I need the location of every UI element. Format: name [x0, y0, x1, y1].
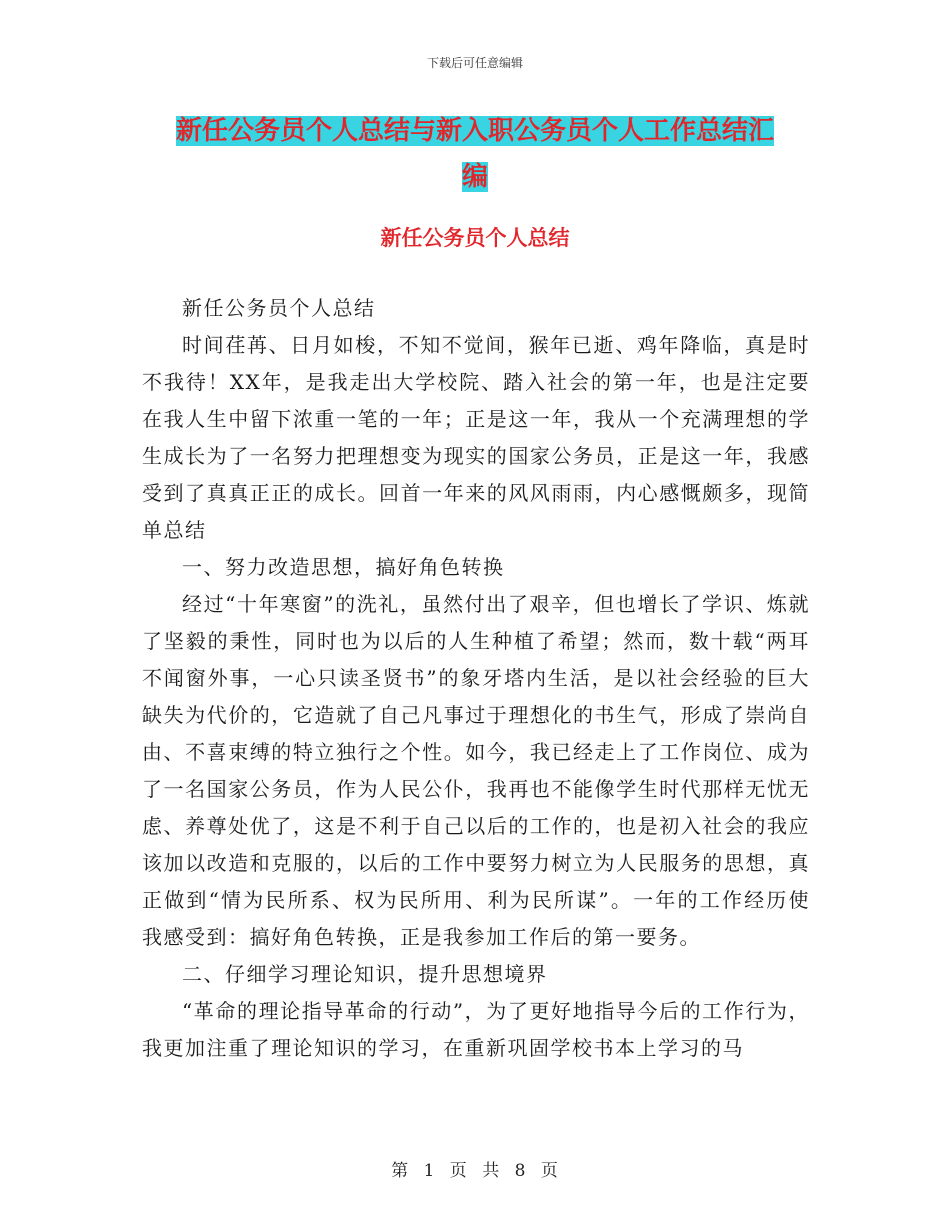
section-title: 新任公务员个人总结	[380, 226, 570, 250]
footer-label-gong: 共	[482, 1161, 501, 1181]
footer-label-ye: 页	[449, 1161, 468, 1181]
footer-label-ye-2: 页	[540, 1161, 559, 1181]
paragraph-heading: 一、努力改造思想，搞好角色转换	[182, 555, 505, 579]
document-title-line-2: 编	[461, 162, 488, 192]
paragraph: 时间荏苒、日月如梭，不知不觉间，猴年已逝、鸡年降临，真是时不我待！XX年，是我走出大学校院、踏入社会的第一年，也是注定要在我人生中留下浓重一笔的一年；正是这一年，我从一个充满理想的学生成长为了一名努力把理想变为现实的国家公务员，正是这一年，我感受到了真真正正的成长。回首一年来的风风雨雨，内心感慨颇多，现简单总结	[142, 333, 810, 542]
footer-label-di: 第	[391, 1161, 410, 1181]
paragraph: 新任公务员个人总结	[182, 296, 376, 320]
document-body	[142, 290, 810, 1067]
footer-page-number: 1	[423, 1161, 436, 1181]
paragraph: 经过“十年寒窗”的洗礼，虽然付出了艰辛，但也增长了学识、炼就了坚毅的秉性，同时也为以后的人生种植了希望；然而，数十载“两耳不闻窗外事，一心只读圣贤书”的象牙塔内生活，是以社会经验的巨大缺失为代价的，它造就了自己凡事过于理想化的书生气，形成了崇尚自由、不喜束缚的特立独行之个性。如今，我已经走上了工作岗位、成为了一名国家公务员，作为人民公仆，我再也不能像学生时代那样无忧无虑、养尊处优了，这是不利于自己以后的工作的，也是初入社会的我应该加以改造和克服的，以后的工作中要努力树立为人民服务的思想，真正做到“情为民所系、权为民所用、利为民所谋”。一年的工作经历使我感受到：搞好角色转换，正是我参加工作后的第一要务。	[142, 592, 810, 949]
document-title-line-1: 新任公务员个人总结与新入职公务员个人工作总结汇	[175, 116, 774, 146]
page-header-note: 下载后可任意编辑	[426, 56, 523, 70]
footer-total-pages: 8	[514, 1161, 527, 1181]
paragraph: “革命的理论指导革命的行动”，为了更好地指导今后的工作行为，我更加注重了理论知识的学习，在重新巩固学校书本上学习的马	[142, 999, 810, 1060]
page-footer	[0, 1156, 950, 1181]
paragraph-heading: 二、仔细学习理论知识，提升思想境界	[182, 962, 548, 986]
document-title	[140, 108, 810, 200]
